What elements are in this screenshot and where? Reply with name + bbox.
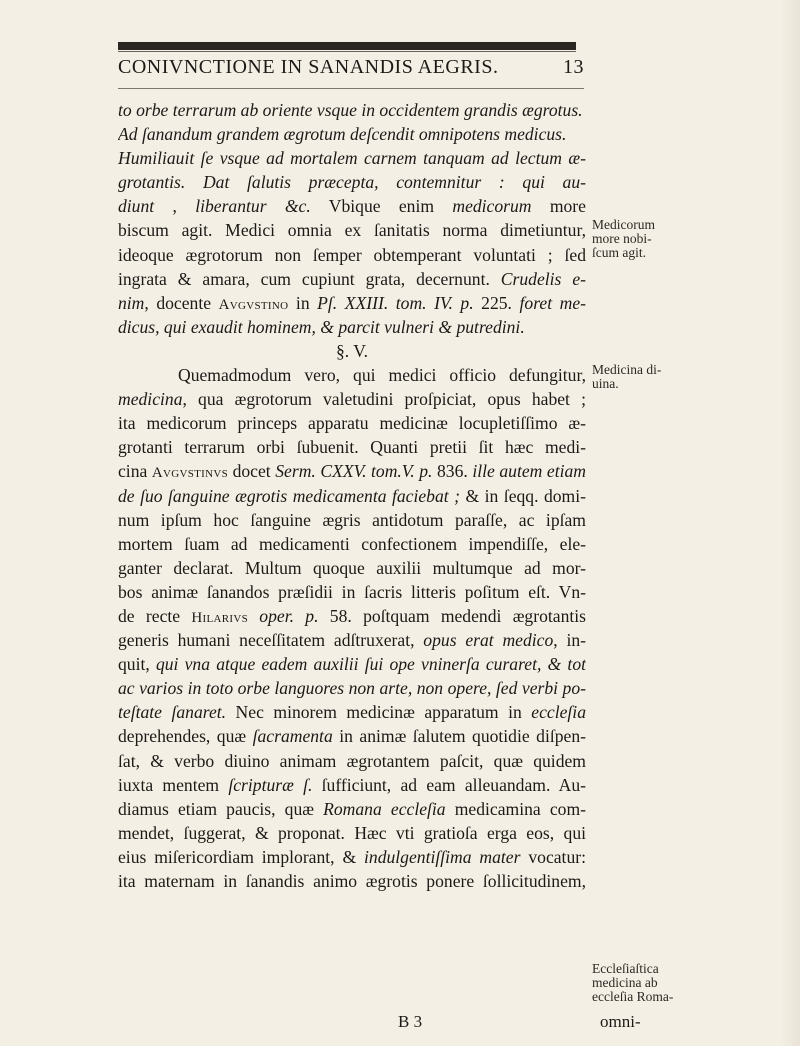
text-segment: indulgentiſſima mater bbox=[364, 846, 521, 867]
text-segment: Quemadmodum vero, qui medici officio defungitur, bbox=[178, 365, 586, 386]
text-line bbox=[118, 363, 586, 387]
text-segment: , bbox=[154, 196, 196, 217]
text-segment: ille autem etiam bbox=[467, 461, 586, 482]
top-thin-rule bbox=[118, 51, 576, 52]
text-segment: medicina bbox=[118, 389, 183, 410]
text-segment: num ipſum hoc ſanguine ægris antidotum paraſſe, ac ipſam bbox=[118, 509, 586, 530]
text-segment: medicorum bbox=[452, 196, 532, 217]
text-segment: vocatur: bbox=[520, 846, 586, 867]
text-line bbox=[118, 508, 586, 532]
margin-note-line: Eccleſiaſtica bbox=[592, 961, 659, 976]
text-segment: eccleſia bbox=[390, 798, 446, 819]
text-segment: eccleſia bbox=[531, 702, 586, 723]
body-text bbox=[118, 98, 586, 893]
text-segment: biscum agit. Medici omnia ex ſanitatis norma dimetiuntur, bbox=[118, 220, 586, 241]
text-line bbox=[118, 170, 586, 194]
margin-note-line: Medicorum bbox=[592, 217, 655, 232]
text-line bbox=[118, 98, 586, 122]
text-segment: diunt bbox=[118, 196, 155, 217]
text-line bbox=[118, 797, 586, 821]
signature-mark: B 3 bbox=[398, 1012, 423, 1031]
text-segment: , docente bbox=[144, 292, 219, 313]
text-line bbox=[118, 869, 586, 893]
text-segment: in animæ ſalutem quotidie diſpen- bbox=[332, 726, 586, 747]
text-line bbox=[118, 700, 586, 724]
text-segment: §. V. bbox=[335, 340, 369, 361]
text-segment: liberantur &c. bbox=[195, 196, 311, 217]
text-line bbox=[118, 604, 586, 628]
text-segment: oper. p. bbox=[259, 605, 319, 626]
text-line bbox=[118, 411, 586, 435]
margin-note-2 bbox=[592, 363, 792, 391]
text-segment: 225. bbox=[473, 292, 512, 313]
text-segment: 58. poſtquam medendi ægrotantis bbox=[318, 605, 586, 626]
text-segment: Serm. CXXV. tom.V. p. bbox=[275, 461, 433, 482]
text-line bbox=[118, 267, 586, 291]
page-number: 13 bbox=[563, 56, 584, 78]
text-segment: dicus, qui exaudit hominem, & parcit vulneri & putredini. bbox=[118, 316, 525, 337]
text-segment: ſufficiunt, ad eam alleuandam. Au- bbox=[312, 774, 586, 795]
text-segment: ſacramenta bbox=[252, 726, 333, 747]
margin-note-line: ſcum agit. bbox=[592, 245, 646, 260]
text-line bbox=[118, 435, 586, 459]
text-line bbox=[118, 194, 586, 218]
text-line bbox=[118, 749, 586, 773]
text-line bbox=[118, 484, 586, 508]
text-segment: diamus etiam paucis, quæ bbox=[118, 798, 324, 819]
margin-note-3 bbox=[592, 962, 792, 1004]
text-segment: grotanti terrarum orbi ſubuenit. Quanti pretii ſit hæc medi- bbox=[118, 437, 586, 458]
text-segment: Dat ſalutis præcepta, contemnitur : qui au- bbox=[202, 172, 586, 193]
text-segment: ingrata & amara, cum cupiunt grata, decernunt. bbox=[118, 268, 501, 289]
text-line bbox=[118, 146, 586, 170]
text-line bbox=[118, 532, 586, 556]
text-segment: bos animæ ſanandos præſidii in ſacris litteris poſitum eſt. Vn- bbox=[118, 581, 586, 602]
text-segment: quit, bbox=[118, 654, 156, 675]
text-line bbox=[118, 243, 586, 267]
margin-note-line: eccleſia Roma- bbox=[592, 989, 674, 1004]
text-segment: Ad ſanandum grandem ægrotum deſcendit omnipotens medicus. bbox=[118, 124, 567, 145]
text-line bbox=[118, 845, 586, 869]
text-line bbox=[118, 122, 586, 146]
text-line bbox=[118, 724, 586, 748]
text-line bbox=[118, 459, 586, 483]
page-edge-shade bbox=[780, 0, 800, 1046]
text-line bbox=[118, 556, 586, 580]
text-segment: ganter declarat. Multum quoque auxilii multumque ad mor- bbox=[118, 557, 586, 578]
margin-note-line: medicina ab bbox=[592, 975, 658, 990]
text-segment: Crudelis e- bbox=[500, 268, 586, 289]
text-segment bbox=[382, 799, 391, 819]
header-rule bbox=[118, 88, 584, 89]
text-segment: Romana bbox=[323, 798, 382, 819]
text-segment: Nec minorem medicinæ apparatum in bbox=[226, 702, 532, 723]
text-segment: more bbox=[531, 196, 586, 217]
catchword: omni- bbox=[600, 1012, 641, 1031]
top-ornament-rule bbox=[118, 42, 576, 50]
text-segment: qui vna atque eadem auxilii ſui ope vninerſa curaret, & tot bbox=[155, 654, 586, 675]
text-segment: Avgvstinvs bbox=[151, 465, 229, 482]
margin-note-line: more nobi- bbox=[592, 231, 652, 246]
text-segment: iuxta mentem bbox=[118, 774, 229, 795]
text-line bbox=[118, 291, 586, 315]
text-segment: eius miſericordiam implorant, & bbox=[118, 846, 365, 867]
text-line bbox=[118, 315, 586, 339]
text-segment: foret me- bbox=[511, 292, 586, 313]
text-segment: mortem ſuam ad medicamenti confectionem impendiſſe, ele- bbox=[118, 533, 586, 554]
text-segment: 836. bbox=[432, 461, 468, 482]
text-segment: ideoque ægrotorum non ſemper obtemperant voluntati ; ſed bbox=[118, 244, 586, 265]
text-segment: docet bbox=[228, 461, 276, 482]
text-segment: deprehendes, quæ bbox=[118, 726, 253, 747]
text-segment: de ſuo ſanguine ægrotis medicamenta faciebat ; bbox=[118, 485, 460, 506]
text-segment: grotantis. bbox=[118, 172, 203, 193]
text-segment: ita maternam in ſanandis animo ægrotis ponere ſollicitudinem, bbox=[118, 871, 586, 891]
text-segment bbox=[248, 606, 259, 626]
page-header bbox=[118, 54, 584, 84]
text-segment: Humiliauit ſe vsque ad mortalem carnem tanquam ad lectum æ- bbox=[118, 148, 586, 169]
section-heading bbox=[118, 339, 586, 363]
text-line bbox=[118, 821, 586, 845]
text-line bbox=[118, 652, 586, 676]
text-segment: , in- bbox=[553, 630, 586, 651]
text-segment: ſat, & verbo diuino animam ægrotantem paſcit, quæ quidem bbox=[118, 750, 586, 771]
text-segment: nim bbox=[118, 292, 145, 313]
text-segment: generis humani neceſſitatem adſtruxerat, bbox=[118, 630, 424, 651]
text-line bbox=[118, 218, 586, 242]
margin-note-1 bbox=[592, 218, 792, 260]
text-line bbox=[118, 676, 586, 700]
text-segment: ita medicorum princeps apparatu medicinæ locupletiſſimo æ- bbox=[118, 413, 586, 434]
text-segment: Avgvstino bbox=[218, 296, 289, 313]
text-segment: medicamina com- bbox=[445, 798, 586, 819]
text-segment: , qua ægrotorum valetudini proſpiciat, opus habet ; bbox=[182, 389, 586, 410]
text-segment: Vbique enim bbox=[310, 196, 453, 217]
text-segment: de recte bbox=[118, 605, 192, 626]
text-segment: opus erat medico bbox=[423, 630, 554, 651]
text-segment: ac varios in toto orbe languores non arte, non opere, ſed verbi po- bbox=[118, 678, 586, 699]
text-segment: Hilarivs bbox=[191, 609, 248, 626]
text-line bbox=[118, 773, 586, 797]
text-segment: Pſ. XXIII. tom. IV. p. bbox=[317, 292, 474, 313]
text-line bbox=[118, 580, 586, 604]
text-line bbox=[118, 628, 586, 652]
text-segment: ſcripturæ ſ. bbox=[228, 774, 313, 795]
margin-note-line: uina. bbox=[592, 376, 619, 391]
margin-note-line: Medicina di- bbox=[592, 362, 662, 377]
text-segment: mendet, ſuggerat, & proponat. Hæc vti gratioſa erga eos, qui bbox=[118, 822, 586, 843]
text-segment: & in ſeqq. domi- bbox=[460, 485, 586, 506]
text-segment: teſtate ſanaret. bbox=[118, 702, 227, 723]
text-segment: cina bbox=[118, 461, 152, 482]
text-segment: in bbox=[288, 292, 318, 313]
text-segment: to orbe terrarum ab oriente vsque in occidentem grandis ægrotus. bbox=[118, 100, 583, 120]
running-head: CONIVNCTIONE IN SANANDIS AEGRIS. bbox=[118, 56, 499, 78]
text-line bbox=[118, 387, 586, 411]
